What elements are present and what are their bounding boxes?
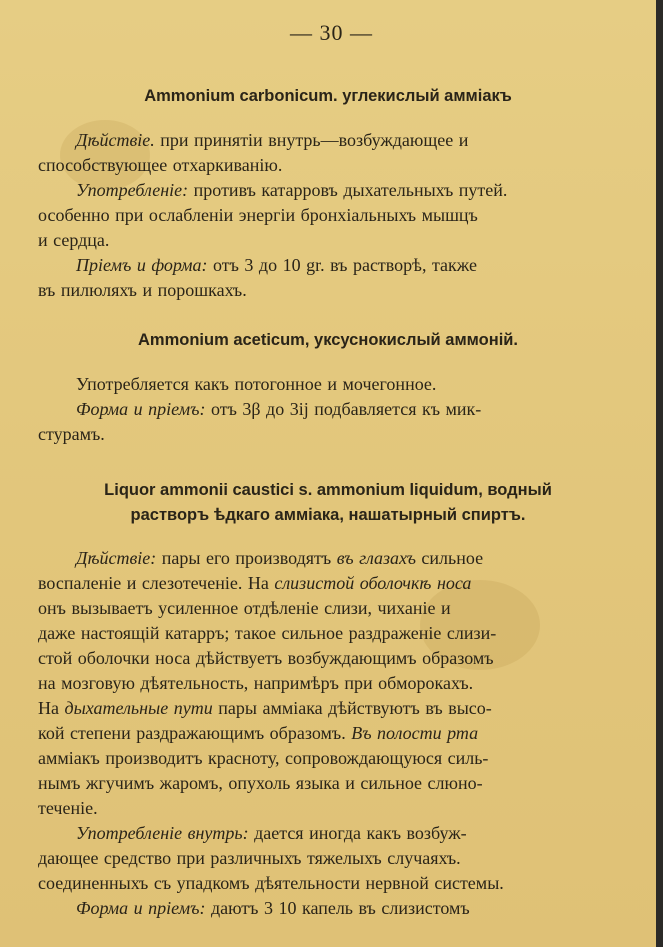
text-line: соединенныхъ съ упадкомъ дѣятельности нервной системы. (38, 873, 504, 893)
text-line: на мозговую дѣятельность, напримѣръ при обморокахъ. (38, 673, 474, 693)
text-line: Пріемъ и форма: отъ 3 до 10 gr. въ растворѣ, также (76, 255, 477, 275)
text-line: Употребленіе внутрь: дается иногда какъ возбуж- (76, 823, 467, 843)
text-line: Дѣйствіе: пары его производятъ въ глазахъ сильное (76, 548, 484, 568)
text-line: дающее средство при различныхъ тяжелыхъ случаяхъ. (38, 848, 461, 868)
page-number: — 30 — (290, 20, 373, 45)
page-edge (656, 0, 663, 947)
text-line: нымъ жгучимъ жаромъ, опухоль языка и сильное слюно- (38, 773, 483, 793)
section-body (38, 128, 594, 303)
section-heading-cont: растворъ ѣдкаго амміака, нашатырный спиртъ. (130, 506, 526, 524)
section-heading: Ammonium carbonicum. углекислый амміакъ (144, 87, 512, 105)
section-heading: Ammonium aceticum, уксуснокислый аммоній. (137, 331, 519, 349)
text-line: стурамъ. (38, 424, 105, 444)
text-line: кой степени раздражающимъ образомъ. Въ полости рта (38, 723, 479, 743)
text-line: Употребленіе: противъ катарровъ дыхательныхъ путей. (76, 180, 508, 200)
text-line: въ пилюляхъ и порошкахъ. (38, 280, 247, 300)
text-line: Употребляется какъ потогонное и мочегонное. (76, 374, 437, 394)
text-line: способствующее отхаркиванію. (38, 155, 283, 175)
text-line: онъ вызываетъ усиленное отдѣленіе слизи, чиханіе и (38, 598, 451, 618)
text-line: даже настоящій катарръ; такое сильное раздраженіе слизи- (38, 623, 497, 643)
text-line: теченіе. (38, 798, 98, 818)
section-body (38, 372, 594, 447)
text-line: стой оболочки носа дѣйствуетъ возбуждающимъ образомъ (38, 648, 494, 668)
text-line: амміакъ производитъ красноту, сопровождающуюся силь- (38, 748, 489, 768)
section-heading: Liquor ammonii caustici s. ammonium liquidum, водный (104, 481, 552, 499)
section-body (38, 546, 594, 921)
text-line: Дѣйствіе. при принятіи внутрь—возбуждающее и (76, 130, 469, 150)
text-line: особенно при ослабленіи энергіи бронхіальныхъ мышцъ (38, 205, 478, 225)
text-line: воспаленіе и слезотеченіе. На слизистой оболочкѣ носа (38, 573, 472, 593)
text-line: На дыхательные пути пары амміака дѣйствуютъ въ высо- (38, 698, 492, 718)
text-line: Форма и пріемъ: отъ 3β до 3ij подбавляется къ мик- (76, 399, 482, 419)
text-line: Форма и пріемъ: даютъ 3 10 капель въ слизистомъ (76, 898, 470, 918)
text-line: и сердца. (38, 230, 110, 250)
